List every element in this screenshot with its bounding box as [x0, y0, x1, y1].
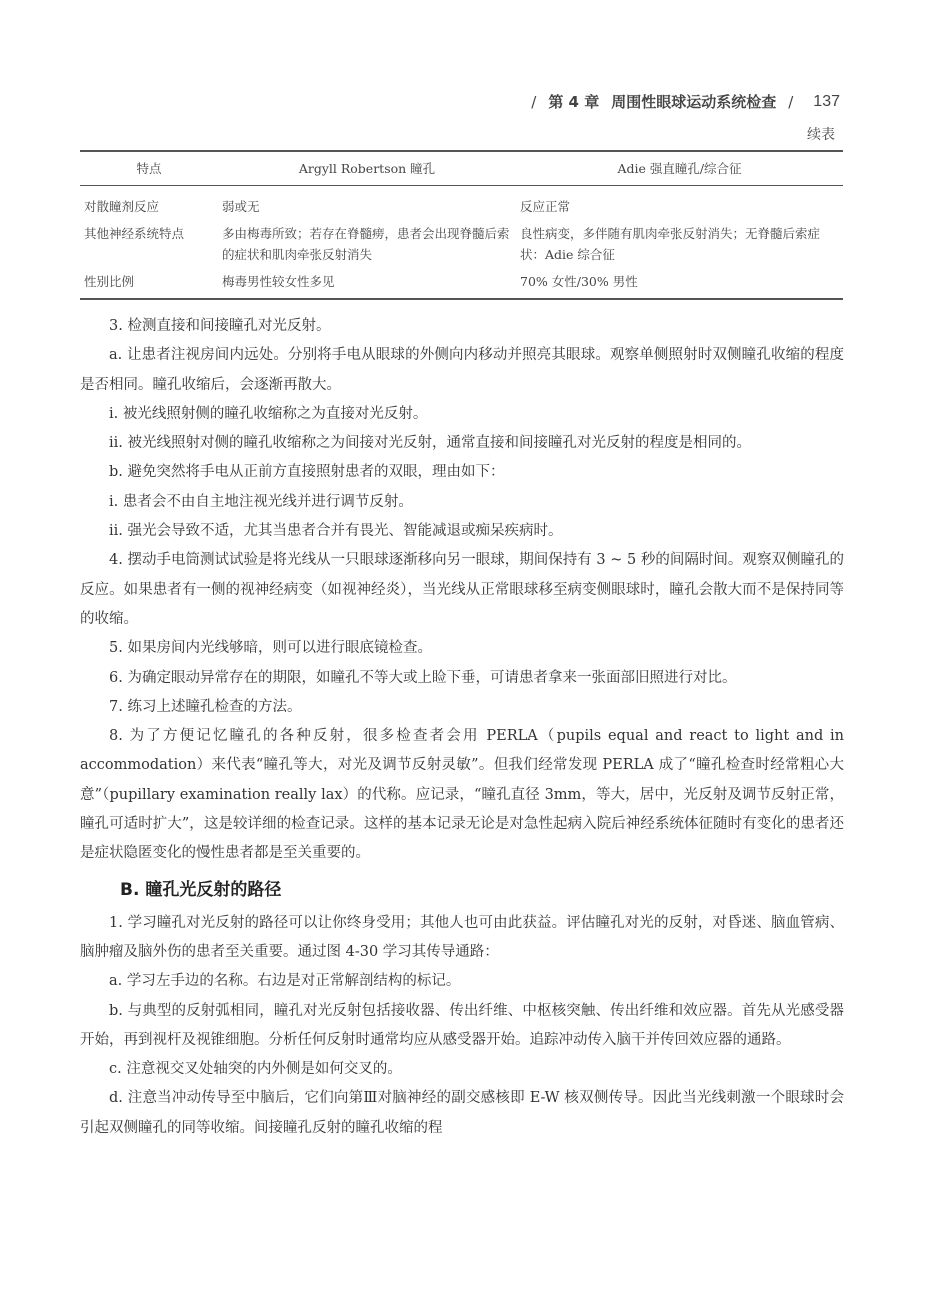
section-heading: B. 瞳孔光反射的路径 — [120, 879, 282, 900]
table-row — [80, 220, 843, 268]
table-cell: 梅毒男性较女性多见 — [218, 268, 516, 299]
table-row — [80, 268, 843, 299]
paragraph: 4. 摆动手电筒测试试验是将光线从一只眼球逐渐移向另一眼球，期间保持有 3 ~ 5 秒的间隔时间。观察双侧瞳孔的反应。如果患者有一侧的视神经病变（如视神经炎），当光线从正常眼球移至病变侧眼球时，瞳孔会散大而不是保持同等的收缩。 — [80, 552, 844, 627]
table-cell: 多由梅毒所致；若存在脊髓痨，患者会出现脊髓后索的症状和肌肉牵张反射消失 — [222, 226, 510, 262]
table-header-cell: 特点 — [80, 151, 218, 186]
paragraph: ⅰ. 被光线照射侧的瞳孔收缩称之为直接对光反射。 — [109, 405, 428, 422]
table-cell: 反应正常 — [520, 199, 571, 214]
table-header-cell: Argyll Robertson 瞳孔 — [218, 151, 516, 186]
comparison-table — [80, 150, 843, 300]
paragraph: 7. 练习上述瞳孔检查的方法。 — [109, 698, 302, 715]
paragraph: c. 注意视交叉处轴突的内外侧是如何交叉的。 — [109, 1061, 402, 1078]
table-header-row — [80, 151, 843, 186]
header-slash-left: / — [531, 92, 537, 111]
paragraph: d. 注意当冲动传导至中脑后，它们向第Ⅲ对脑神经的副交感核即 E-W 核双侧传导。因此当光线刺激一个眼球时会引起双侧瞳孔的同等收缩。间接瞳孔反射的瞳孔收缩的程 — [80, 1090, 844, 1136]
table-cell: 70% 女性/30% 男性 — [516, 268, 843, 299]
body-text — [80, 312, 844, 1143]
chapter-title: 周围性眼球运动系统检查 — [611, 93, 777, 111]
paragraph: 5. 如果房间内光线够暗，则可以进行眼底镜检查。 — [109, 640, 432, 657]
paragraph: b. 与典型的反射弧相同，瞳孔对光反射包括接收器、传出纤维、中枢核突触、传出纤维和效应器。首先从光感受器开始，再到视杆及视锥细胞。分析任何反射时通常均应从感受器开始。追踪冲动传入脑干并传回效应器的通路。 — [80, 1002, 844, 1048]
paragraph: b. 避免突然将手电从正前方直接照射患者的双眼，理由如下： — [109, 464, 505, 481]
header-slash-right: / — [788, 92, 794, 111]
table-cell: 对散瞳剂反应 — [84, 199, 160, 214]
paragraph: a. 学习左手边的名称。右边是对正常解剖结构的标记。 — [109, 973, 461, 990]
paragraph: ⅱ. 强光会导致不适，尤其当患者合并有畏光、智能减退或痴呆疾病时。 — [109, 523, 563, 540]
paragraph: 8. 为了方便记忆瞳孔的各种反射，很多检查者会用 PERLA（pupils equal and react to light and in accommodation）来代表“瞳孔等大，对光及调节反射灵敏”。但我们经常发现 PERLA 成了“瞳孔检查时经常粗心大意”（pupillary examination really lax）的代称。应记录，“瞳孔直径 3mm，等大，居中，光反射及调节反射正常，瞳孔可适时扩大”，这是较详细的检查记录。这样的基本记录无论是对急性起病入院后神经系统体征随时有变化的患者还是症状隐匿变化的慢性患者都是至关重要的。 — [80, 728, 844, 862]
table-header-cell: Adie 强直瞳孔/综合征 — [516, 151, 843, 186]
running-header — [531, 91, 840, 112]
table-cell: 其他神经系统特点 — [84, 226, 185, 241]
table-cell: 良性病变，多伴随有肌肉牵张反射消失；无脊髓后索症状：Adie 综合征 — [520, 226, 821, 262]
table-cell: 性别比例 — [80, 268, 218, 299]
table-row — [80, 186, 843, 221]
paragraph: a. 让患者注视房间内远处。分别将手电从眼球的外侧向内移动并照亮其眼球。观察单侧照射时双侧瞳孔收缩的程度是否相同。瞳孔收缩后，会逐渐再散大。 — [80, 347, 844, 393]
table-continued-label: 续表 — [807, 127, 835, 143]
paragraph: 1. 学习瞳孔对光反射的路径可以让你终身受用；其他人也可由此获益。评估瞳孔对光的反射，对昏迷、脑血管病、脑肿瘤及脑外伤的患者至关重要。通过图 4-30 学习其传导通路： — [80, 914, 844, 960]
chapter-number: 第 4 章 — [548, 93, 600, 111]
table-cell: 弱或无 — [222, 199, 260, 214]
paragraph: 6. 为确定眼动异常存在的期限，如瞳孔不等大或上睑下垂，可请患者拿来一张面部旧照进行对比。 — [109, 669, 737, 686]
page-number: 137 — [813, 92, 840, 110]
paragraph: 3. 检测直接和间接瞳孔对光反射。 — [109, 318, 331, 334]
paragraph: ⅱ. 被光线照射对侧的瞳孔收缩称之为间接对光反射，通常直接和间接瞳孔对光反射的程度是相同的。 — [109, 435, 751, 452]
paragraph: ⅰ. 患者会不由自主地注视光线并进行调节反射。 — [109, 493, 413, 510]
